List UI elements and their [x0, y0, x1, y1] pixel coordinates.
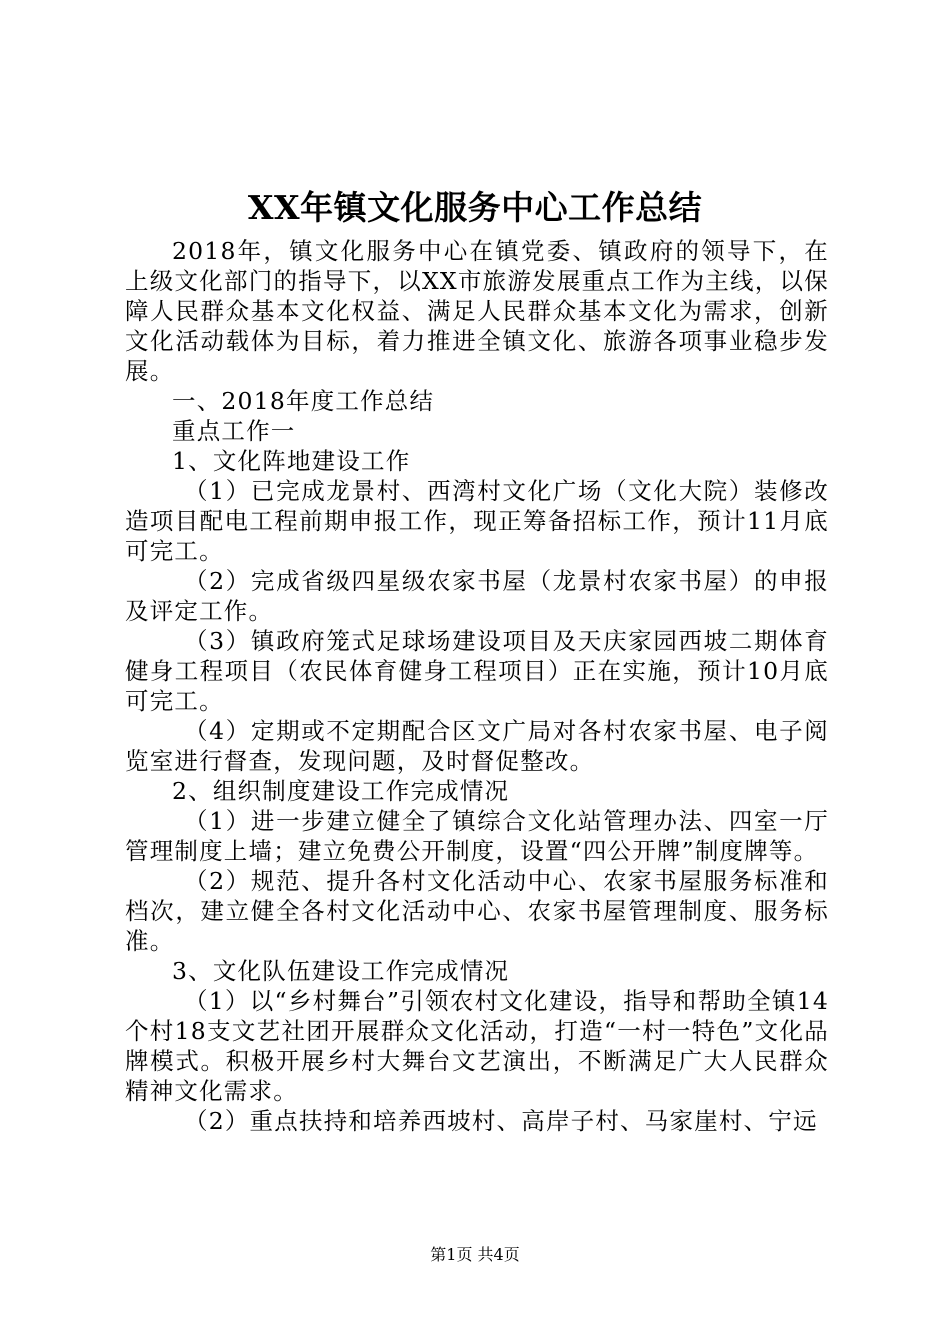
intro-paragraph: 2018年，镇文化服务中心在镇党委、镇政府的领导下，在上级文化部门的指导下，以XX市旅游发展重点工作为主线，以保障人民群众基本文化权益、满足人民群众基本文化为需求，创新文化活动载体为目标，着力推进全镇文化、旅游各项事业稳步发展。 [125, 237, 829, 385]
item-2-point: （1）进一步建立健全了镇综合文化站管理办法、四室一厅管理制度上墙；建立免费公开制度，设置“四公开牌”制度牌等。 [125, 807, 829, 865]
page-indicator: 第1页 共4页 [430, 1245, 520, 1264]
item-3-heading: 3、文化队伍建设工作完成情况 [172, 957, 510, 985]
item-3-point: （1）以“乡村舞台”引领农村文化建设，指导和帮助全镇14个村18支文艺社团开展群众文化活动，打造“一村一特色”文化品牌模式。积极开展乡村大舞台文艺演出，不断满足广大人民群众精神文化需求。 [125, 987, 829, 1105]
item-1-point: （2）完成省级四星级农家书屋（龙景村农家书屋）的申报及评定工作。 [125, 567, 829, 625]
section-heading: 一、2018年度工作总结 [172, 387, 435, 415]
item-3-point: （2）重点扶持和培养西坡村、高岸子村、马家崖村、宁远 [184, 1107, 818, 1135]
item-2-heading: 2、组织制度建设工作完成情况 [172, 777, 510, 805]
document-title: XX年镇文化服务中心工作总结 [247, 188, 703, 227]
item-1-point: （3）镇政府笼式足球场建设项目及天庆家园西坡二期体育健身工程项目（农民体育健身工程项目）正在实施，预计10月底可完工。 [125, 627, 829, 715]
item-1-point: （4）定期或不定期配合区文广局对各村农家书屋、电子阅览室进行督查，发现问题，及时督促整改。 [125, 717, 829, 775]
key-work-heading: 重点工作一 [172, 417, 296, 445]
item-1-heading: 1、文化阵地建设工作 [172, 447, 411, 475]
item-2-point: （2）规范、提升各村文化活动中心、农家书屋服务标准和档次，建立健全各村文化活动中心、农家书屋管理制度、服务标准。 [125, 867, 829, 955]
document-body [125, 236, 829, 1136]
item-1-point: （1）已完成龙景村、西湾村文化广场（文化大院）装修改造项目配电工程前期申报工作，现正筹备招标工作，预计11月底可完工。 [125, 477, 829, 565]
